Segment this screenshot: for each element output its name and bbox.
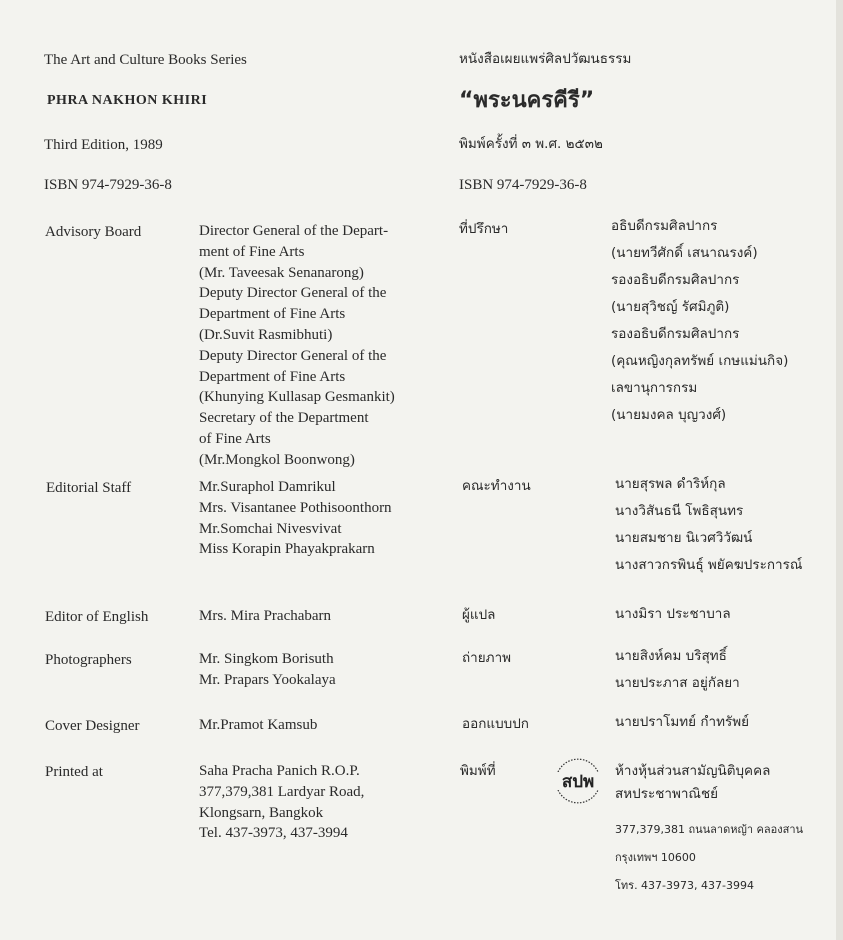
page-edge bbox=[836, 0, 843, 940]
advisory-line-en: Secretary of the Department bbox=[199, 410, 369, 427]
advisory-line-th: รองอธิบดีกรมศิลปากร bbox=[611, 272, 740, 288]
advisory-line-en: ment of Fine Arts bbox=[199, 243, 305, 260]
advisory-line-th: (นายมงคล บุญวงศ์) bbox=[611, 407, 727, 423]
photographers-label-th: ถ่ายภาพ bbox=[462, 650, 512, 666]
editorial-label-th: คณะทำงาน bbox=[462, 478, 531, 494]
advisory-line-en: Deputy Director General of the bbox=[199, 347, 387, 364]
printer-line-en: Saha Pracha Panich R.O.P. bbox=[199, 763, 360, 779]
photographer-line-en: Mr. Prapars Yookalaya bbox=[199, 671, 336, 688]
editorial-line-th: นางสาวกรพินธุ์ พยัคฆประการณ์ bbox=[615, 557, 803, 573]
editorial-names-en bbox=[199, 477, 392, 560]
advisory-names-th bbox=[611, 213, 788, 429]
photographers-names-en bbox=[199, 649, 336, 691]
advisory-line-en: Department of Fine Arts bbox=[199, 368, 346, 385]
book-title-th: “พระนครคีรี” bbox=[459, 88, 595, 113]
printer-line-th: 377,379,381 ถนนลาดหญ้า คลองสาน bbox=[615, 823, 804, 836]
printer-line-en: Tel. 437-3973, 437-3994 bbox=[199, 825, 348, 842]
advisory-line-en: (Mr. Taveesak Senanarong) bbox=[199, 264, 364, 281]
editorial-line-en: Mr.Somchai Nivesvivat bbox=[199, 520, 342, 537]
editorial-line-th: นางวิสันธนี โพธิสุนทร bbox=[615, 503, 744, 519]
edition-en: Third Edition, 1989 bbox=[44, 137, 163, 153]
editor-english-label: Editor of English bbox=[45, 609, 149, 625]
advisory-line-en: (Mr.Mongkol Boonwong) bbox=[199, 451, 355, 468]
advisory-line-en: (Khunying Kullasap Gesmankit) bbox=[199, 389, 395, 406]
editorial-line-th: นายสมชาย นิเวศวิวัฒน์ bbox=[615, 530, 753, 546]
printer-line-th: โทร. 437-3973, 437-3994 bbox=[615, 879, 754, 892]
isbn-th: ISBN 974-7929-36-8 bbox=[459, 177, 587, 193]
printer-logo bbox=[550, 752, 606, 808]
translator-label-th: ผู้แปล bbox=[462, 607, 496, 623]
printer-address-en bbox=[199, 761, 364, 844]
printer-line-en: 377,379,381 Lardyar Road, bbox=[199, 783, 365, 800]
advisory-line-th: (นายทวีศักดิ์ เสนาณรงค์) bbox=[611, 245, 758, 261]
photographers-label-en: Photographers bbox=[45, 652, 132, 668]
printer-line-th: สหประชาพาณิชย์ bbox=[615, 786, 719, 802]
editorial-line-en: Miss Korapin Phayakprakarn bbox=[199, 541, 375, 558]
printed-label-en: Printed at bbox=[45, 764, 103, 780]
printer-line-th: กรุงเทพฯ 10600 bbox=[615, 851, 696, 864]
photographer-line-th: นายประภาส อยู่กัลยา bbox=[615, 675, 740, 691]
advisory-label-th: ที่ปรึกษา bbox=[459, 221, 509, 237]
advisory-line-th: รองอธิบดีกรมศิลปากร bbox=[611, 326, 740, 342]
book-title-en: PHRA NAKHON KHIRI bbox=[47, 93, 208, 108]
editorial-line-en: Mrs. Visantanee Pothisoonthorn bbox=[199, 499, 392, 516]
cover-name-th: นายปราโมทย์ กำทรัพย์ bbox=[615, 714, 750, 730]
printer-address-th bbox=[615, 761, 804, 892]
printer-line-th: ห้างหุ้นส่วนสามัญนิติบุคคล bbox=[615, 763, 771, 779]
series-title-en: The Art and Culture Books Series bbox=[44, 52, 247, 68]
series-title-th: หนังสือเผยแพร่ศิลปวัฒนธรรม bbox=[459, 51, 632, 67]
editorial-names-th bbox=[615, 471, 802, 579]
advisory-line-en: Director General of the Depart- bbox=[199, 223, 389, 239]
photographers-names-th bbox=[615, 643, 740, 697]
printer-logo-text: สปพ bbox=[561, 772, 595, 792]
isbn-en: ISBN 974-7929-36-8 bbox=[44, 177, 172, 193]
printed-label-th: พิมพ์ที่ bbox=[460, 763, 496, 779]
advisory-line-en: (Dr.Suvit Rasmibhuti) bbox=[199, 326, 333, 343]
photographer-line-th: นายสิงห์คม บริสุทธิ์ bbox=[615, 648, 727, 664]
advisory-line-th: อธิบดีกรมศิลปากร bbox=[611, 218, 718, 234]
editorial-label-en: Editorial Staff bbox=[46, 480, 132, 496]
translator-name-th: นางมิรา ประชาบาล bbox=[615, 606, 731, 622]
printer-line-en: Klongsarn, Bangkok bbox=[199, 804, 324, 821]
edition-th: พิมพ์ครั้งที่ ๓ พ.ศ. ๒๕๓๒ bbox=[459, 136, 603, 152]
editorial-line-en: Mr.Suraphol Damrikul bbox=[199, 479, 336, 495]
advisory-line-en: of Fine Arts bbox=[199, 430, 271, 447]
advisory-line-th: (นายสุวิชญ์ รัศมิภูติ) bbox=[611, 299, 730, 315]
advisory-names-en bbox=[199, 221, 395, 471]
photographer-line-en: Mr. Singkom Borisuth bbox=[199, 651, 334, 667]
cover-label-en: Cover Designer bbox=[45, 718, 140, 734]
editorial-line-th: นายสุรพล ดำริห์กุล bbox=[615, 476, 726, 492]
editor-english-name: Mrs. Mira Prachabarn bbox=[199, 608, 332, 624]
advisory-label-en: Advisory Board bbox=[45, 224, 142, 240]
cover-name-en: Mr.Pramot Kamsub bbox=[199, 717, 318, 733]
advisory-line-th: (คุณหญิงกุลทรัพย์ เกษแม่นกิจ) bbox=[611, 353, 789, 369]
advisory-line-th: เลขานุการกรม bbox=[611, 380, 698, 396]
advisory-line-en: Deputy Director General of the bbox=[199, 285, 387, 302]
cover-label-th: ออกแบบปก bbox=[462, 716, 529, 732]
advisory-line-en: Department of Fine Arts bbox=[199, 306, 346, 323]
